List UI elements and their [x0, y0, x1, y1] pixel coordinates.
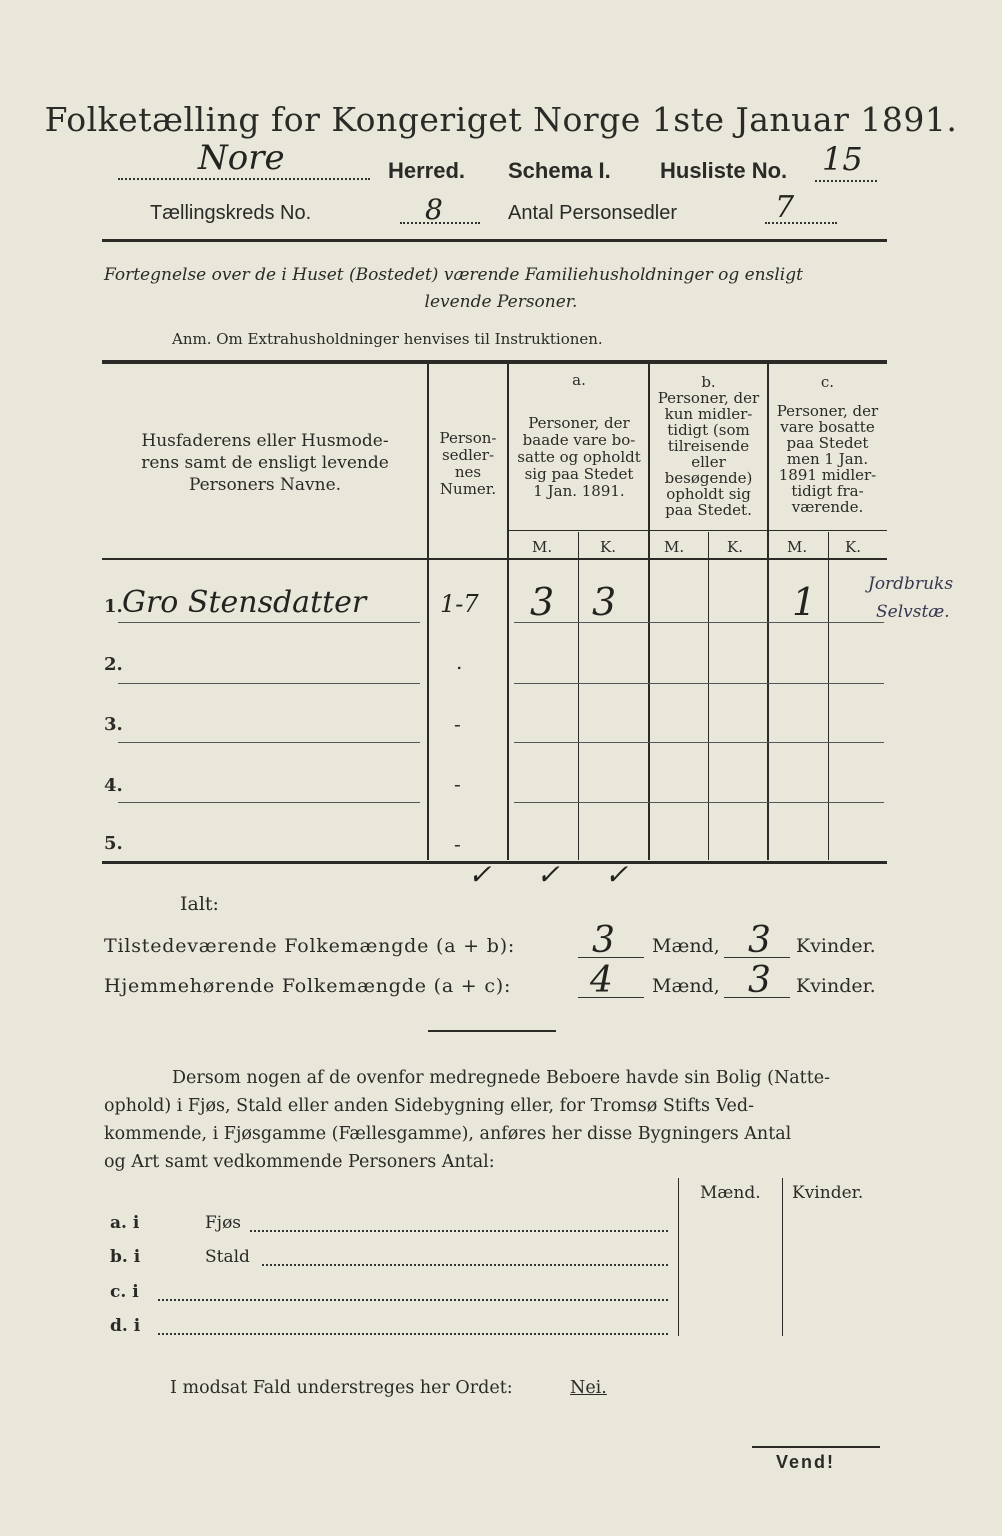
col-a-letter: a. [572, 371, 586, 389]
building-b-letter: b. i [110, 1247, 141, 1267]
col-c-letter: c. [820, 373, 835, 391]
row-1-note-1: Jordbruks [868, 574, 954, 594]
buildings-kvinder-head: Kvinder. [792, 1183, 864, 1203]
check-marks: ✓ ✓ ✓ [468, 858, 647, 891]
row-5-numer: - [454, 832, 461, 856]
hjemme-kvinder: Kvinder. [796, 975, 876, 997]
row-1-note-2: Selvstæ. [876, 602, 950, 622]
annotation: Anm. Om Extrahusholdninger henvises til Instruktionen. [172, 330, 603, 348]
table-vline-b-mk [708, 532, 709, 860]
col-b-letter: b. [701, 373, 716, 391]
b-k-label: K. [727, 538, 743, 556]
building-b-dots [262, 1256, 668, 1266]
personsedler-value: 7 [775, 190, 795, 225]
c-k-label: K. [845, 538, 861, 556]
kreds-label: Tællingskreds No. [150, 202, 312, 224]
row-2-rule-data [514, 683, 884, 684]
buildings-vline-1 [678, 1178, 679, 1336]
buildings-line-1: Dersom nogen af de ovenfor medregnede Beboere havde sin Bolig (Natte- [172, 1068, 831, 1088]
col-a-header: Personer, der baade vare bo- satte og opholdt sig paa Stedet 1 Jan. 1891. [517, 414, 641, 500]
form-title: Folketælling for Kongeriget Norge 1ste Januar 1891. [44, 100, 958, 139]
intro-line-1: Fortegnelse over de i Huset (Bostedet) værende Familiehusholdninger og ensligt [104, 265, 803, 285]
vend-rule [752, 1446, 880, 1448]
row-1-a-m: 3 [530, 580, 555, 624]
row-3-numer: - [454, 712, 461, 736]
row-4-numer: - [454, 772, 461, 796]
table-vline-c-mk [828, 532, 829, 860]
row-4-rule-data [514, 802, 884, 803]
building-a-label: Fjøs [205, 1213, 242, 1233]
row-1-a-k: 3 [592, 580, 617, 624]
a-m-label: M. [532, 538, 553, 556]
modsat-text: I modsat Fald understreges her Ordet: [170, 1378, 513, 1398]
building-d-letter: d. i [110, 1316, 141, 1336]
table-vline-a-mk [578, 532, 579, 860]
col-c-header: Personer, der vare bosatte paa Stedet men 1 Jan. 1891 midler- tidigt fra- værende. [776, 402, 879, 516]
buildings-line-4: og Art samt vedkommende Personers Antal: [104, 1152, 495, 1172]
tilstede-maend: Mænd, [652, 935, 720, 957]
buildings-maend-head: Mænd. [700, 1183, 761, 1203]
hjemme-label: Hjemmehørende Folkemængde (a + c): [104, 975, 512, 997]
buildings-line-2: ophold) i Fjøs, Stald eller anden Sidebygning eller, for Tromsø Stifts Ved- [104, 1096, 755, 1116]
row-1-rule [118, 622, 420, 623]
row-1-numer: 1-7 [440, 590, 479, 618]
tilstede-label: Tilstedeværende Folkemængde (a + b): [104, 935, 516, 957]
building-a-letter: a. i [110, 1213, 140, 1233]
row-3-number: 3. [104, 714, 123, 735]
header-rule [102, 239, 887, 242]
table-mk-rule [508, 530, 887, 531]
tilstede-m: 3 [592, 920, 615, 961]
herred-value: Nore [198, 138, 285, 178]
col-name-header: Husfaderens eller Husmode- rens samt de ensligt levende Personers Navne. [141, 431, 389, 495]
buildings-line-3: kommende, i Fjøsgamme (Fællesgamme), anføres her disse Bygningers Antal [104, 1124, 792, 1144]
row-1-name: Gro Stensdatter [122, 585, 367, 620]
row-3-rule-data [514, 742, 884, 743]
schema-label: Schema I. [508, 158, 611, 183]
herred-label: Herred. [388, 158, 466, 183]
tilstede-k: 3 [748, 920, 771, 961]
row-2-rule [118, 683, 420, 684]
hjemme-maend: Mænd, [652, 975, 720, 997]
row-4-rule [118, 802, 420, 803]
row-2-numer: . [456, 650, 463, 674]
nei-word: Nei. [570, 1378, 607, 1398]
section-divider [428, 1030, 556, 1032]
row-3-rule [118, 742, 420, 743]
c-m-label: M. [787, 538, 808, 556]
ialt-label: Ialt: [180, 893, 219, 915]
a-k-label: K. [600, 538, 616, 556]
row-1-c-m: 1 [792, 580, 817, 624]
row-4-number: 4. [104, 775, 123, 796]
building-c-dots [158, 1291, 668, 1301]
row-5-number: 5. [104, 833, 123, 854]
tilstede-kvinder: Kvinder. [796, 935, 876, 957]
hjemme-m: 4 [590, 960, 613, 1001]
vend-text: Vend! [776, 1452, 836, 1472]
intro-line-2: levende Personer. [424, 292, 578, 312]
row-1-number: 1. [104, 596, 123, 617]
building-c-letter: c. i [110, 1282, 139, 1302]
husliste-value: 15 [822, 140, 863, 178]
b-m-label: M. [664, 538, 685, 556]
husliste-label: Husliste No. [660, 158, 788, 183]
personsedler-label: Antal Personsedler [508, 202, 677, 224]
row-2-number: 2. [104, 654, 123, 675]
col-b-header: Personer, der kun midler- tidigt (som tilreisende eller besøgende) opholdt sig paa Stedet. [657, 389, 760, 519]
buildings-vline-2 [782, 1178, 783, 1336]
col-num-header: Person- sedler- nes Numer. [439, 429, 497, 498]
kreds-value: 8 [425, 193, 443, 226]
row-1-rule-data [514, 622, 884, 623]
building-b-label: Stald [205, 1247, 250, 1267]
building-a-dots [250, 1222, 668, 1232]
building-d-dots [158, 1325, 668, 1335]
table-header-rule [102, 558, 887, 560]
table-top-rule [102, 360, 887, 364]
hjemme-k: 3 [748, 960, 771, 1001]
